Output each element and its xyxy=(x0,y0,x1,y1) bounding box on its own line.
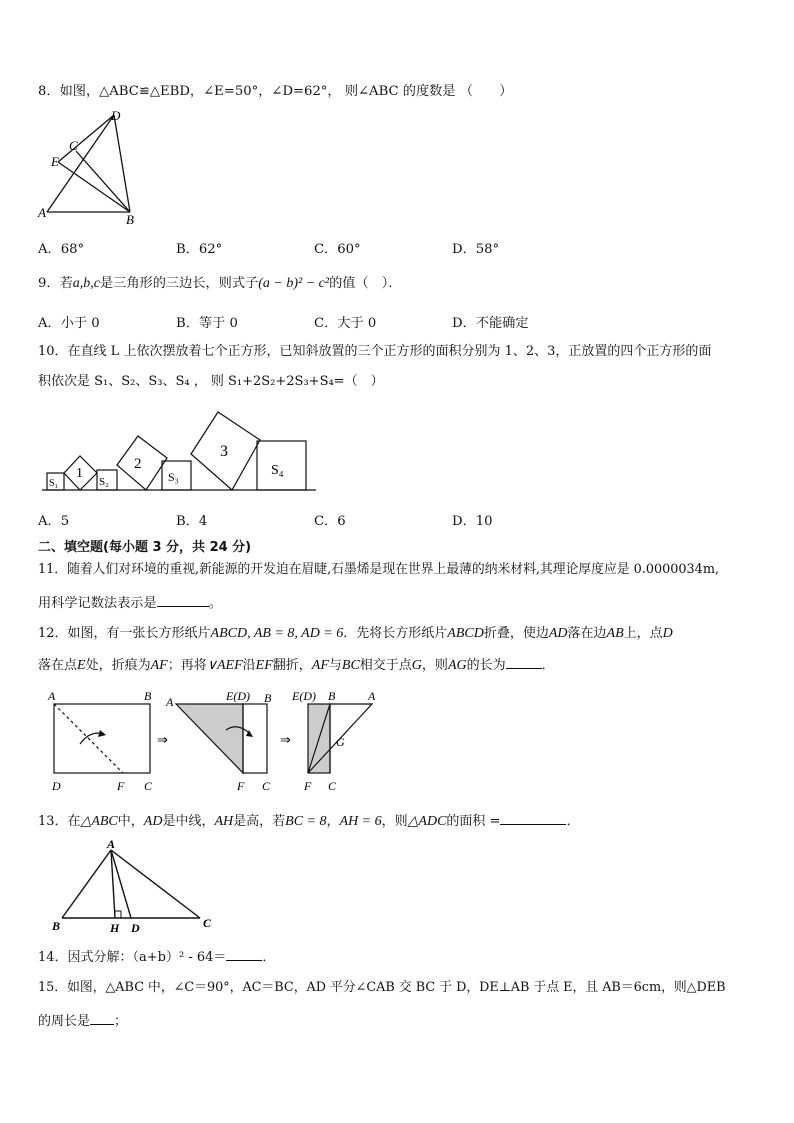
q8-label-a: A xyxy=(38,205,46,220)
q12-label-d1: D xyxy=(52,779,61,793)
q12-label-f1: F xyxy=(117,779,125,793)
question-12-line2: 落在点E处，折痕为AF；再将∨AEF沿EF翻折，AF与BC相交于点G，则AG的长为 ． xyxy=(38,654,555,676)
q13-label-h: H xyxy=(110,921,120,934)
q10-label-1: 1 xyxy=(76,466,83,481)
q12-label-g3: G xyxy=(336,735,345,749)
q8-option-b: B．62° xyxy=(176,242,223,257)
question-10-figure xyxy=(38,404,320,496)
q12-label-f2: F xyxy=(237,779,245,793)
q12-arrow-2: ⇒ xyxy=(280,732,291,747)
q12-label-b3: B xyxy=(328,690,336,703)
q12-arrow-1: ⇒ xyxy=(157,732,168,747)
q9-vars: a,b,c xyxy=(72,276,100,291)
q10-label-s1: S₁ xyxy=(49,478,59,489)
q15-answer-blank xyxy=(90,1010,114,1025)
q12-label-ed3: E(D) xyxy=(292,690,316,703)
q10-option-a: A．5 xyxy=(38,514,70,529)
q9-option-d: D．不能确定 xyxy=(452,316,529,331)
q10-label-s4: S₄ xyxy=(271,463,284,478)
q12-label-a1: A xyxy=(48,690,56,703)
question-8-figure xyxy=(34,106,144,230)
q9-option-c: C．大于 0 xyxy=(314,316,377,331)
q10-option-b: B．4 xyxy=(176,514,208,529)
q8-option-c: C．60° xyxy=(314,242,361,257)
q11-answer-blank xyxy=(157,592,209,607)
q10-option-d: D．10 xyxy=(452,514,493,529)
q8-label-b: B xyxy=(126,212,134,227)
q10-label-2: 2 xyxy=(134,456,142,472)
question-11-line2: 用科学记数法表示是 。 xyxy=(38,592,222,614)
question-10-line1: 10．在直线 L 上依次摆放着七个正方形，已知斜放置的三个正方形的面积分别为 1、2、3，正放置的四个正方形的面 xyxy=(38,344,712,359)
q12-label-f3: F xyxy=(304,779,312,793)
q12-label-b2: B xyxy=(264,691,272,705)
q13-label-b: B xyxy=(52,919,61,933)
q10-label-s3: S₃ xyxy=(168,470,179,484)
q8-option-d: D．58° xyxy=(452,242,500,257)
q8-label-c: C xyxy=(69,138,78,153)
q10-option-c: C．6 xyxy=(314,514,346,529)
q9-option-b: B．等于 0 xyxy=(176,316,238,331)
question-12-figure xyxy=(38,690,388,796)
q8-option-a: A．68° xyxy=(38,242,85,257)
question-14-stem: 14．因式分解：（a+b）² - 64＝ ． xyxy=(38,946,275,968)
q13-label-a: A xyxy=(107,837,116,851)
q12-label-a3: A xyxy=(368,690,376,703)
q12-label-c1: C xyxy=(144,779,153,793)
q12-label-c2: C xyxy=(262,779,271,793)
q12-answer-blank xyxy=(506,654,542,669)
section-2-heading: 二、填空题(每小题 3 分，共 24 分) xyxy=(38,540,252,555)
q13-label-c: C xyxy=(203,916,212,930)
question-11-line1: 11．随着人们对环境的重视,新能源的开发迫在眉睫,石墨烯是现在世界上最薄的纳米材料,其理论厚度应是 0.0000034m, xyxy=(38,562,720,577)
q8-label-e: E xyxy=(51,154,59,169)
q8-label-d: D xyxy=(111,108,121,123)
question-15-line2: 的周长是 ； xyxy=(38,1010,127,1032)
question-8-stem: 8．如图，△ABC≌△EBD，∠E=50°，∠D=62°， 则∠ABC 的度数是 （ ） xyxy=(38,84,513,99)
question-12-line1: 12．如图，有一张长方形纸片ABCD, AB = 8, AD = 6．先将长方形纸片ABCD折叠，使边AD落在边AB上，点D xyxy=(38,626,673,641)
q14-answer-blank xyxy=(226,946,262,961)
q10-label-3: 3 xyxy=(220,443,228,460)
q12-label-c3: C xyxy=(328,779,337,793)
q10-label-s2: S₂ xyxy=(99,476,109,488)
question-9-stem: 9．若a,b,c是三角形的三边长，则式子(a − b)² − c²的值（ ）． xyxy=(38,276,402,291)
question-15-line1: 15．如图，△ABC 中，∠C＝90°，AC＝BC，AD 平分∠CAB 交 BC 于 D，DE⊥AB 于点 E，且 AB＝6cm，则△DEB xyxy=(38,980,726,995)
q12-label-a2: A xyxy=(166,695,174,709)
q12-label-ed2: E(D) xyxy=(226,690,250,703)
question-10-line2: 积依次是 S₁、S₂、S₃、S₄ ， 则 S₁+2S₂+2S₃+S₄=（ ） xyxy=(38,374,384,389)
question-13-figure xyxy=(50,836,222,934)
q9-expression: (a − b)² − c² xyxy=(258,276,330,291)
question-13-stem: 13．在△ABC中，AD是中线，AH是高，若BC = 8，AH = 6，则△ADC的面积 = ． xyxy=(38,810,579,832)
q9-option-a: A．小于 0 xyxy=(38,316,100,331)
q12-label-b1: B xyxy=(144,690,152,703)
q13-label-d: D xyxy=(131,921,140,934)
q13-answer-blank xyxy=(500,810,566,825)
